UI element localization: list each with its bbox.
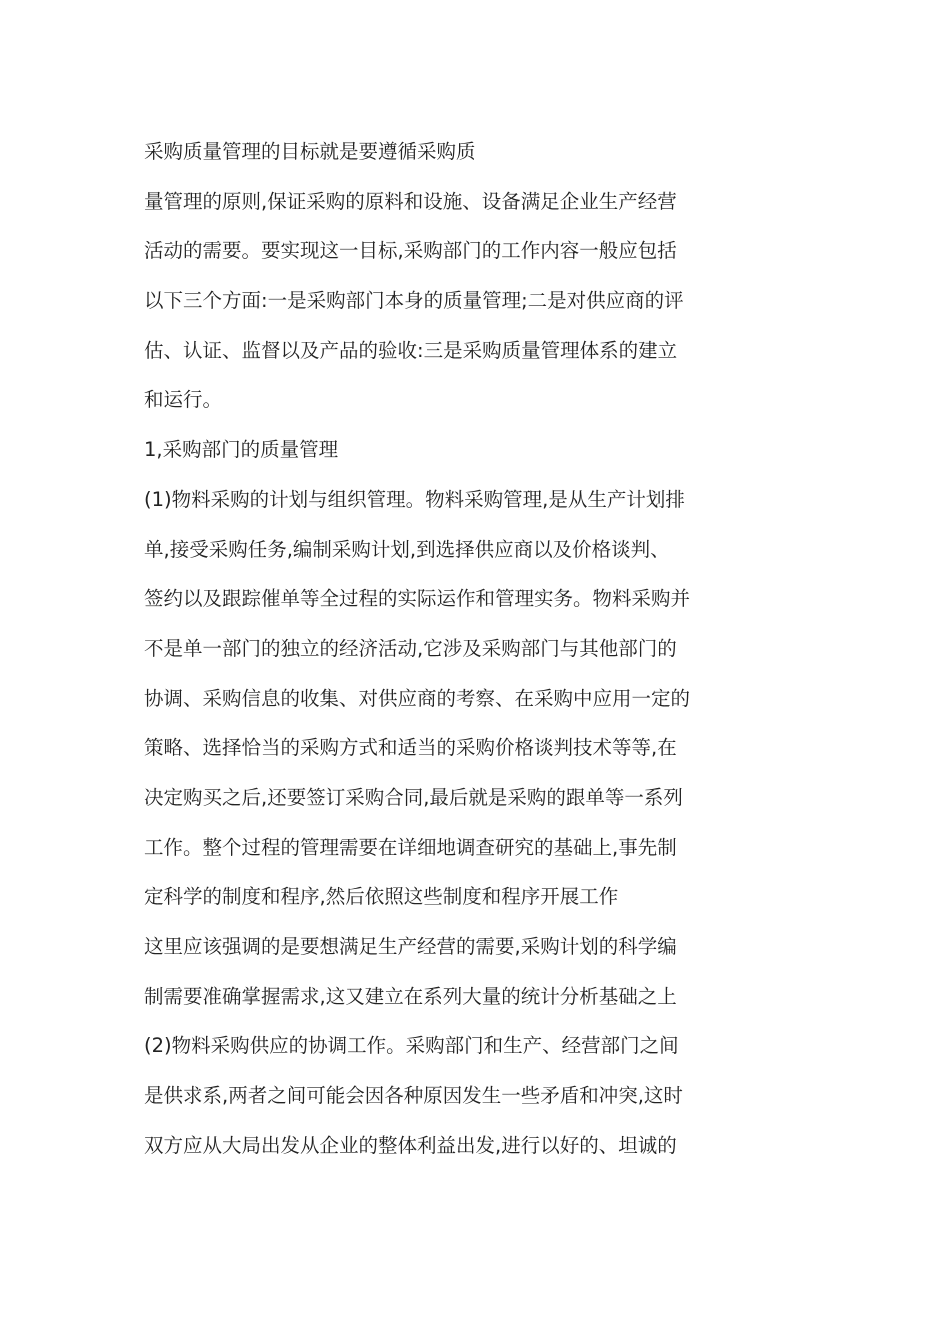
text-line: 定科学的制度和程序,然后依照这些制度和程序开展工作 bbox=[144, 885, 619, 909]
text-line: 量管理的原则,保证采购的原料和设施、设备满足企业生产经营 bbox=[144, 189, 677, 213]
text-line: 双方应从大局出发从企业的整体利益出发,进行以好的、坦诚的 bbox=[144, 1133, 677, 1157]
text-line: 是供求系,两者之间可能会因各种原因发生一些矛盾和冲突,这时 bbox=[144, 1084, 683, 1108]
text-line: 不是单一部门的独立的经济活动,它涉及采购部门与其他部门的 bbox=[144, 636, 677, 660]
text-line: 活动的需要。要实现这一目标,采购部门的工作内容一般应包括 bbox=[144, 239, 677, 263]
text-line: 制需要准确掌握需求,这又建立在系列大量的统计分析基础之上 bbox=[144, 984, 677, 1008]
text-line: 单,接受采购任务,编制采购计划,到选择供应商以及价格谈判、 bbox=[144, 537, 670, 561]
text-line: 和运行。 bbox=[144, 388, 223, 412]
text-line: 采购质量管理的目标就是要遵循采购质 bbox=[144, 140, 476, 163]
text-line: (2)物料采购供应的协调工作。采购部门和生产、经营部门之间 bbox=[144, 1034, 679, 1058]
text-line: 以下三个方面:一是采购部门本身的质量管理;二是对供应商的评 bbox=[144, 289, 684, 313]
text-line: 这里应该强调的是要想满足生产经营的需要,采购计划的科学编 bbox=[144, 935, 677, 958]
text-line: 协调、采购信息的收集、对供应商的考察、在采购中应用一定的 bbox=[144, 686, 691, 710]
section-heading: 1,采购部门的质量管理 bbox=[144, 438, 339, 462]
text-line: 决定购买之后,还要签订采购合同,最后就是采购的跟单等一系列 bbox=[144, 785, 683, 809]
text-line: 签约以及跟踪催单等全过程的实际运作和管理实务。物料采购并 bbox=[144, 587, 691, 611]
text-line: 估、认证、监督以及产品的验收:三是采购质量管理体系的建立 bbox=[144, 338, 678, 362]
text-line: (1)物料采购的计划与组织管理。物料采购管理,是从生产计划排 bbox=[144, 487, 685, 511]
text-line: 策略、选择恰当的采购方式和适当的采购价格谈判技术等等,在 bbox=[144, 736, 677, 760]
text-line: 工作。整个过程的管理需要在详细地调查研究的基础上,事先制 bbox=[144, 835, 677, 859]
body-text bbox=[144, 127, 744, 1170]
